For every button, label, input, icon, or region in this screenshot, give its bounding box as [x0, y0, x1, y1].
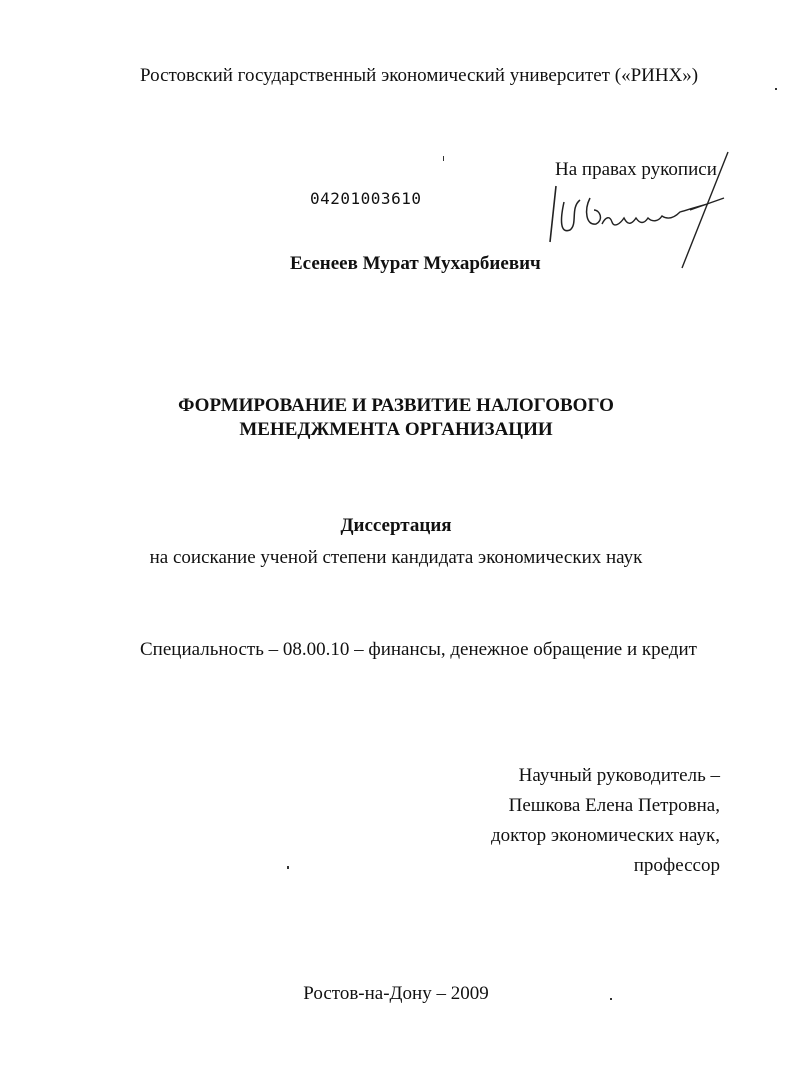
scan-speck [775, 88, 777, 90]
supervisor-title: профессор [633, 855, 720, 876]
place-and-year: Ростов-на-Дону – 2009 [303, 983, 489, 1004]
supervisor-name: Пешкова Елена Петровна, [508, 795, 720, 816]
scan-speck [443, 156, 444, 161]
thesis-title-line-2: МЕНЕДЖМЕНТА ОРГАНИЗАЦИИ [239, 419, 553, 440]
degree-statement: на соискание ученой степени кандидата экономических наук [149, 547, 643, 568]
author-name: Есенеев Мурат Мухарбиевич [290, 253, 541, 274]
university-name: Ростовский государственный экономический университет («РИНХ») [140, 65, 699, 86]
manuscript-note: На правах рукописи [555, 159, 717, 180]
supervisor-role: Научный руководитель – [518, 765, 720, 786]
specialty: Специальность – 08.00.10 – финансы, денежное обращение и кредит [140, 639, 697, 660]
supervisor-degree: доктор экономических наук, [490, 825, 720, 846]
thesis-title-line-1: ФОРМИРОВАНИЕ И РАЗВИТИЕ НАЛОГОВОГО [178, 395, 614, 416]
catalog-number: 04201003610 [310, 189, 422, 208]
author-signature [540, 150, 730, 270]
scan-speck [610, 998, 612, 1000]
scan-speck [287, 866, 289, 869]
work-type: Диссертация [340, 515, 452, 536]
